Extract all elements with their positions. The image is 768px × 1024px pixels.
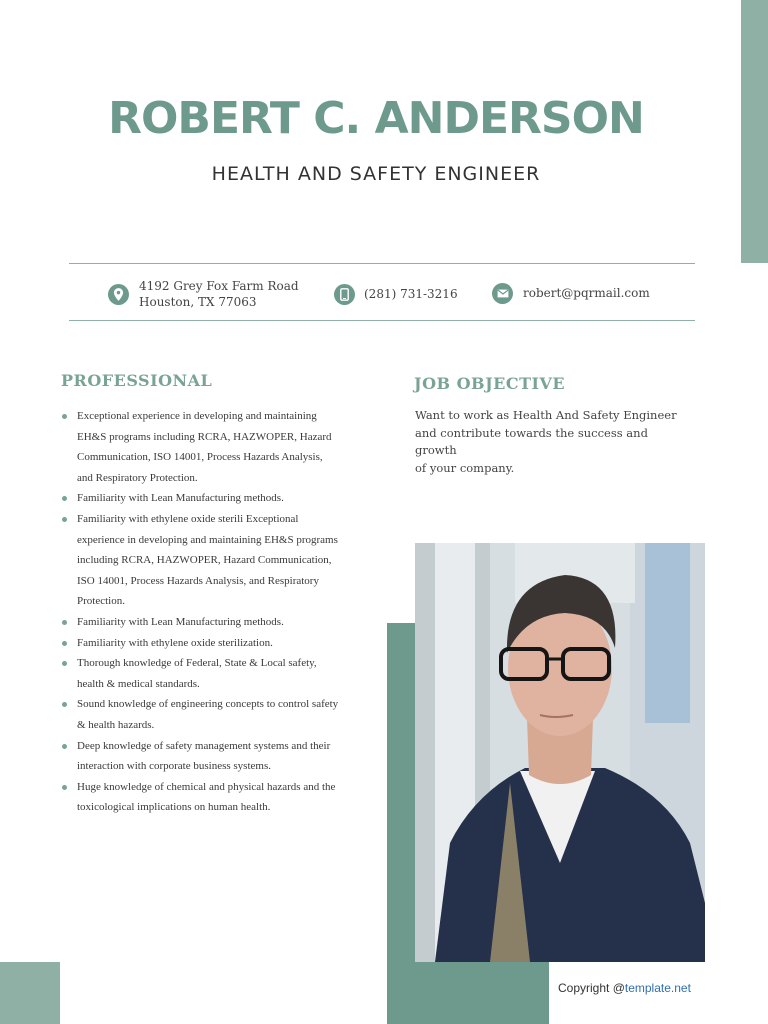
professional-item	[60, 488, 360, 509]
address-line-1: 4192 Grey Fox Farm Road	[139, 279, 299, 293]
bullet-dot-icon	[62, 496, 67, 501]
professional-item	[60, 736, 360, 777]
professional-item-line: Huge knowledge of chemical and physical hazards and the	[77, 780, 336, 793]
contact-divider-bottom	[69, 320, 695, 321]
contact-divider-top	[69, 263, 695, 264]
envelope-icon	[492, 283, 513, 304]
bullet-dot-icon	[62, 785, 67, 790]
contact-phone: (281) 731-3216	[364, 287, 458, 301]
candidate-job-title: HEALTH AND SAFETY ENGINEER	[211, 163, 541, 185]
contact-address	[139, 278, 299, 310]
objective-line: of your company.	[415, 460, 515, 475]
objective-heading: JOB OBJECTIVE	[414, 374, 566, 393]
professional-item-line: health & medical standards.	[77, 677, 200, 690]
bullet-dot-icon	[62, 641, 67, 646]
professional-item-line: Familiarity with Lean Manufacturing methods.	[77, 615, 284, 628]
copyright-notice	[558, 981, 691, 995]
professional-list	[60, 406, 360, 818]
professional-item	[60, 653, 360, 694]
map-pin-icon	[108, 284, 129, 305]
professional-item-line: ISO 14001, Process Hazards Analysis, and Respiratory	[77, 574, 319, 587]
professional-item-line: Deep knowledge of safety management systems and their	[77, 739, 331, 752]
candidate-name: ROBERT C. ANDERSON	[108, 93, 644, 144]
professional-item-line: Familiarity with ethylene oxide sterilization.	[77, 636, 273, 649]
phone-icon	[334, 284, 355, 305]
address-line-2: Houston, TX 77063	[139, 295, 257, 309]
professional-item-line: Thorough knowledge of Federal, State & Local safety,	[77, 657, 317, 670]
bullet-dot-icon	[62, 661, 67, 666]
decorative-block-bottom-left	[0, 962, 60, 1024]
professional-item-line: Familiarity with ethylene oxide sterili Exceptional	[77, 512, 299, 525]
contact-email[interactable]: robert@pqrmail.com	[523, 286, 650, 300]
objective-line: Want to work as Health And Safety Engineer	[415, 408, 677, 422]
professional-item	[60, 777, 360, 818]
professional-item	[60, 633, 360, 654]
copyright-prefix: Copyright @	[558, 981, 625, 995]
professional-item-line: toxicological implications on human health.	[77, 801, 271, 814]
candidate-photo	[415, 543, 705, 962]
professional-heading: PROFESSIONAL	[61, 371, 213, 390]
copyright-link[interactable]: template.net	[624, 981, 691, 995]
objective-line: and contribute towards the success and growth	[415, 425, 648, 457]
bullet-dot-icon	[62, 744, 67, 749]
professional-item-line: and Respiratory Protection.	[77, 471, 198, 484]
bullet-dot-icon	[62, 702, 67, 707]
professional-item	[60, 612, 360, 633]
professional-item-line: Communication, ISO 14001, Process Hazards Analysis,	[77, 451, 323, 464]
professional-item-line: interaction with corporate business systems.	[77, 760, 271, 773]
professional-item	[60, 694, 360, 735]
professional-item-line: EH&S programs including RCRA, HAZWOPER, Hazard	[77, 430, 332, 443]
bullet-dot-icon	[62, 620, 67, 625]
bullet-dot-icon	[62, 414, 67, 419]
professional-item-line: including RCRA, HAZWOPER, Hazard Communication,	[77, 554, 332, 567]
professional-item-line: Sound knowledge of engineering concepts to control safety	[77, 698, 339, 711]
professional-item-line: Familiarity with Lean Manufacturing methods.	[77, 492, 284, 505]
bullet-dot-icon	[62, 517, 67, 522]
professional-item	[60, 509, 360, 612]
professional-item-line: Exceptional experience in developing and maintaining	[77, 410, 317, 422]
professional-item-line: & health hazards.	[77, 718, 155, 731]
objective-text	[415, 407, 690, 477]
professional-item	[60, 406, 360, 488]
professional-item-line: experience in developing and maintaining EH&S programs	[77, 533, 338, 546]
professional-item-line: Protection.	[77, 595, 125, 608]
